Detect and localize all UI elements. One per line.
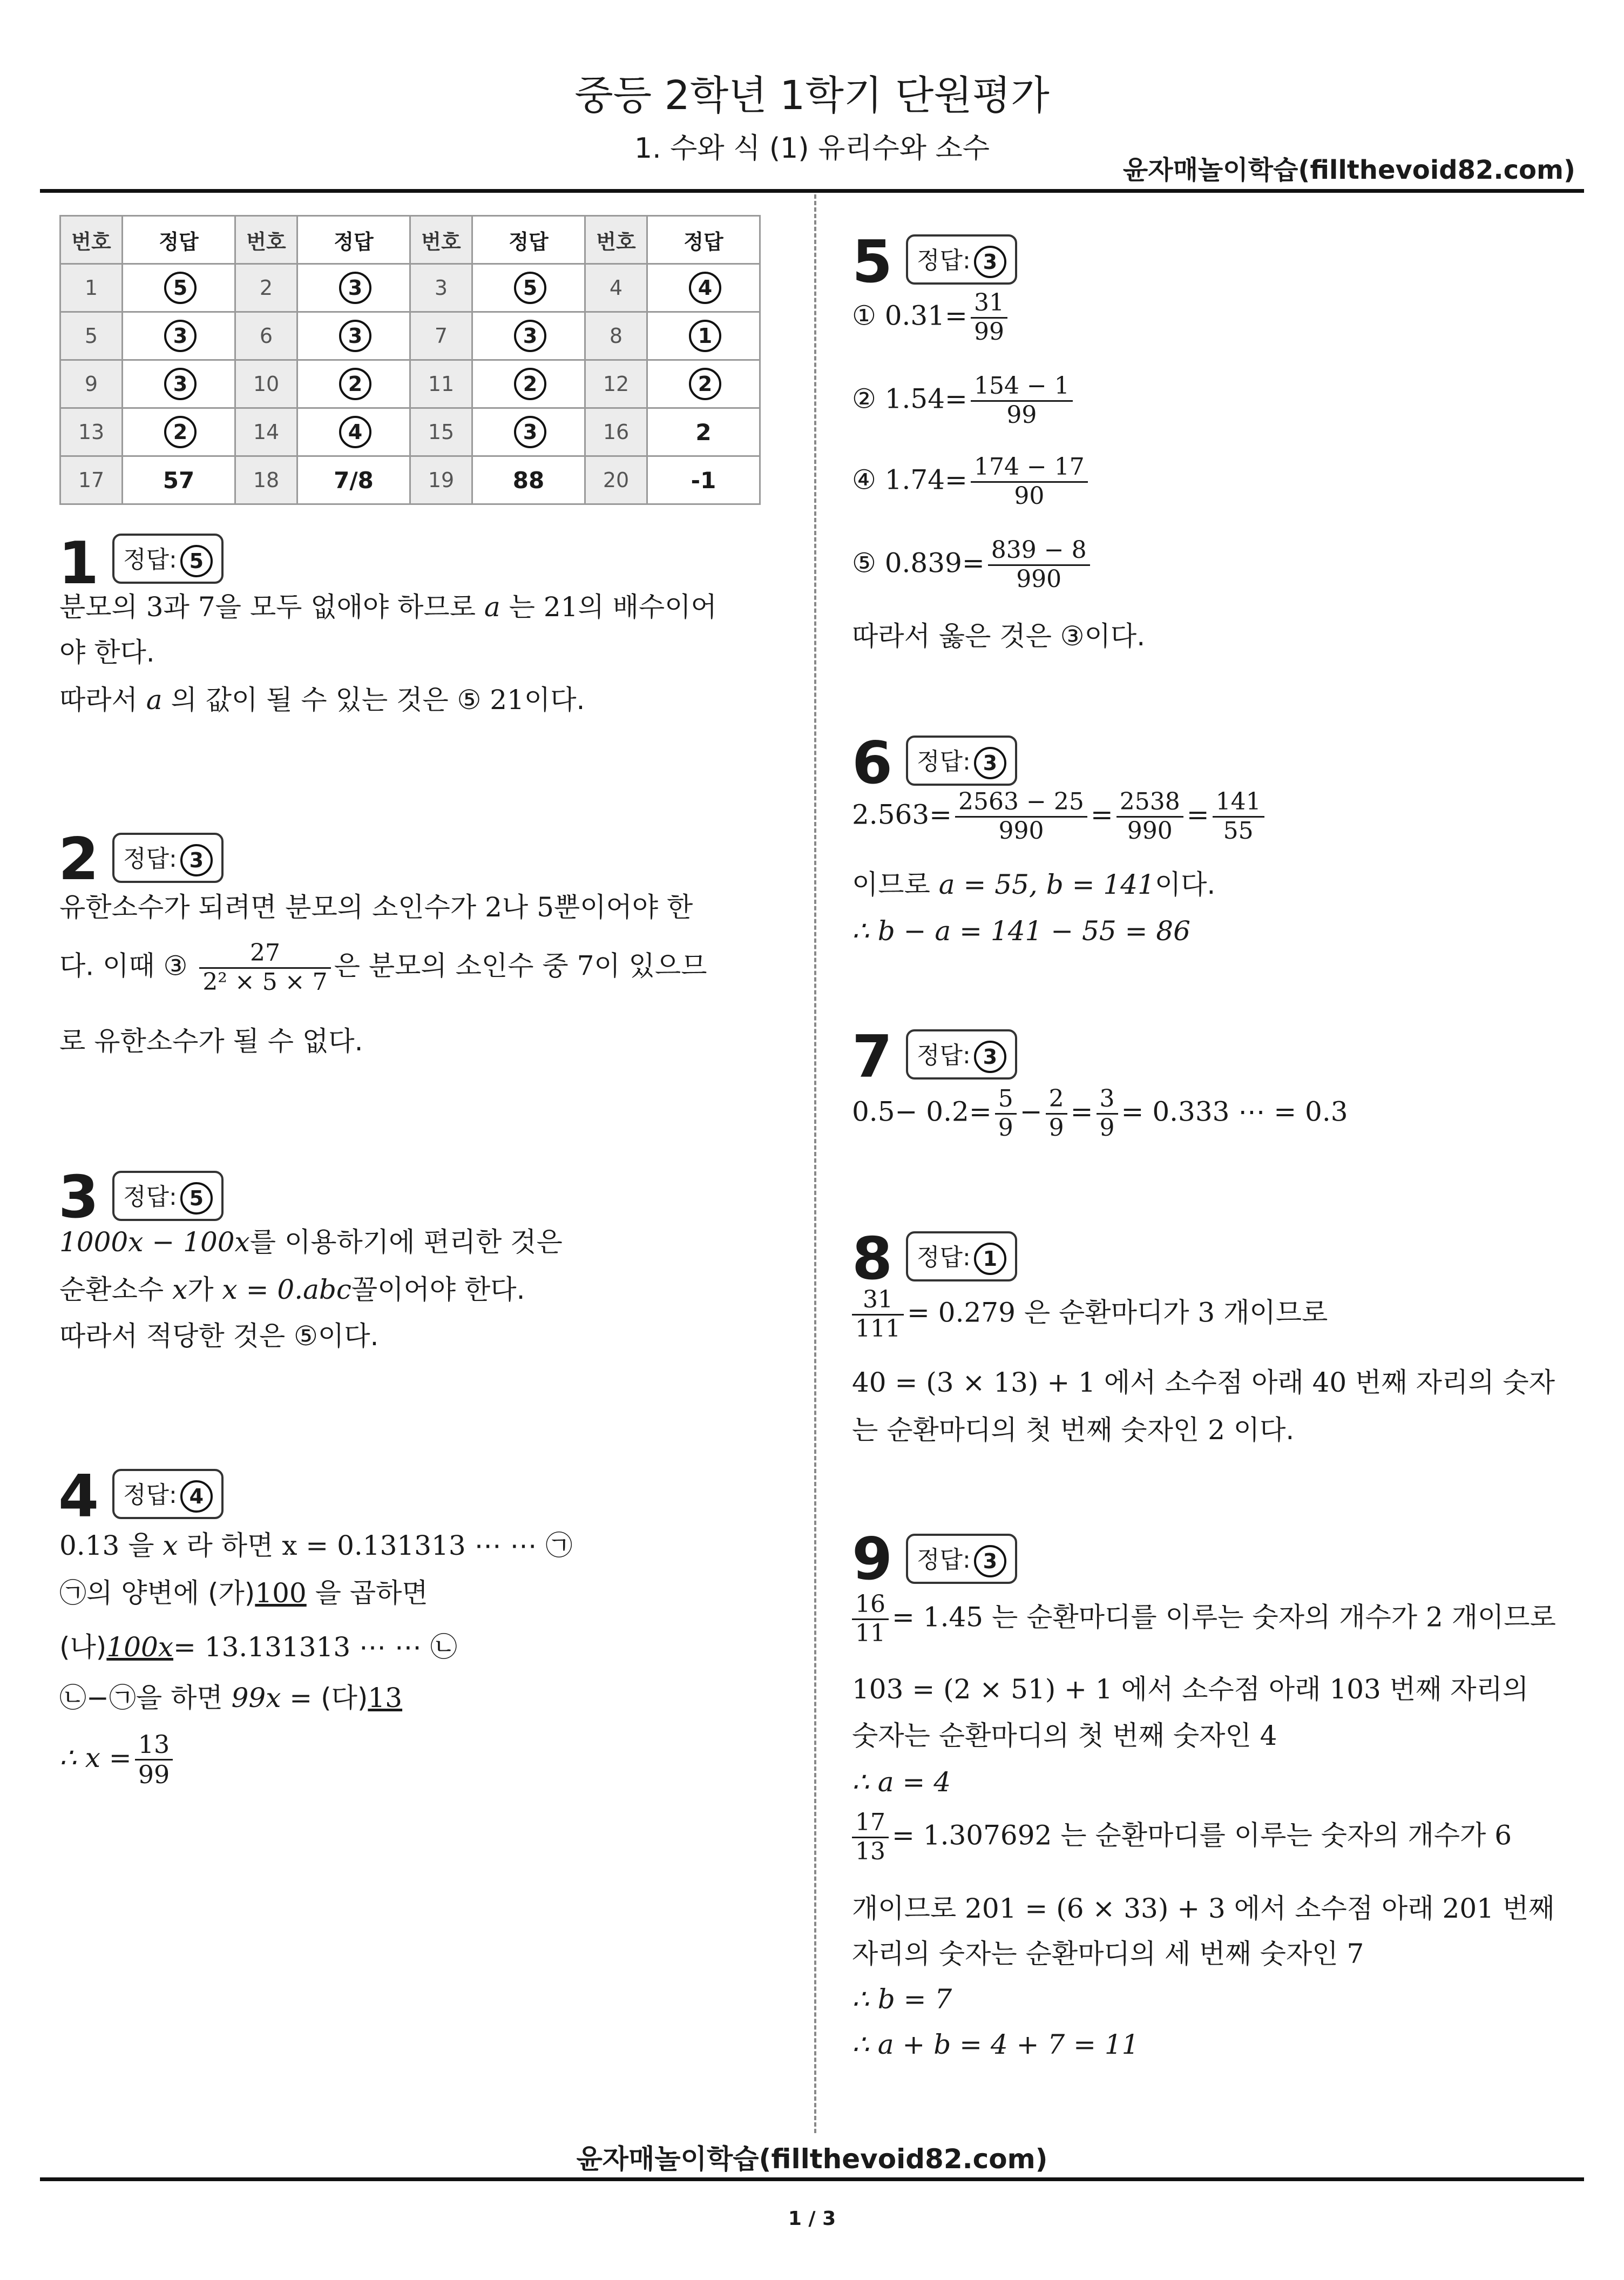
solution-line <box>852 788 1268 845</box>
denominator: 99 <box>973 318 1004 346</box>
math: ② 1.54= <box>852 383 967 415</box>
numerator: 5 <box>995 1085 1017 1115</box>
numerator: 16 <box>852 1591 889 1620</box>
math: 0.13 <box>59 1530 120 1561</box>
circled-answer: 5 <box>180 1182 213 1215</box>
solution-line: 야 한다. <box>59 637 155 668</box>
circled-answer: 3 <box>974 246 1006 278</box>
solution-line: 따라서 옳은 것은 ③이다. <box>852 620 1146 652</box>
cell-answer <box>123 312 235 360</box>
cell-num: 3 <box>410 264 472 312</box>
answer-badge-3 <box>112 1171 224 1221</box>
fraction <box>1213 788 1264 845</box>
text-span: 는 순환마디를 이루는 숫자의 개수가 <box>1052 1819 1495 1851</box>
fraction <box>1116 788 1183 845</box>
cell-num: 19 <box>410 456 472 504</box>
circled-answer: 5 <box>180 545 213 577</box>
footer-divider <box>40 2177 1584 2181</box>
answer-badge-6 <box>906 736 1017 786</box>
text-span: 번째 자리의 숫자 <box>1346 1367 1555 1398</box>
text-span: 은 분모의 소인수 중 <box>334 950 577 982</box>
header-cell-ans: 정답 <box>123 216 235 264</box>
denominator: 2² × 5 × 7 <box>202 968 328 996</box>
math: 7 <box>198 591 215 623</box>
header-brand: 윤자매놀이학습(fillthevoid82.com) <box>1122 155 1575 185</box>
answer-badge-4 <box>112 1469 224 1519</box>
answer-label: 정답: <box>917 1244 971 1271</box>
table-row <box>60 408 760 456</box>
question-number-1: 1 <box>58 530 99 597</box>
answer-badge-8 <box>906 1231 1017 1281</box>
answer-label: 정답: <box>123 1481 177 1509</box>
header-cell-num: 번호 <box>60 216 123 264</box>
solution-line <box>852 868 1215 901</box>
answer-badge-1 <box>112 534 224 584</box>
math: ④ 1.74= <box>852 464 967 496</box>
text-span: 번째 <box>1493 1893 1555 1924</box>
math: 40 <box>1312 1367 1347 1398</box>
solution-line <box>59 1730 176 1789</box>
fraction <box>955 788 1087 845</box>
answer-badge-9 <box>906 1534 1017 1584</box>
numerator: 17 <box>852 1809 889 1838</box>
math: 7 <box>577 950 594 982</box>
text-span: 이 있으므 <box>594 950 707 982</box>
cell-answer: -1 <box>647 456 760 504</box>
circled-answer: 4 <box>339 416 371 448</box>
fraction <box>852 1809 889 1865</box>
text-span: ㉠의 양변에 (가) <box>59 1577 255 1609</box>
cell-num: 7 <box>410 312 472 360</box>
numerator: 3 <box>1097 1085 1118 1115</box>
math: = 1.307692 <box>892 1819 1052 1851</box>
answer-label: 정답: <box>123 1183 177 1211</box>
text-span: 뿐이어야 한 <box>553 892 693 923</box>
question-number-7: 7 <box>852 1023 893 1091</box>
math: 99x = <box>231 1682 313 1714</box>
circled-answer: 3 <box>180 844 213 876</box>
circled-answer: 2 <box>339 368 371 400</box>
cell-num: 8 <box>585 312 647 360</box>
question-number-3: 3 <box>58 1164 99 1231</box>
solution-line <box>852 1085 1348 1142</box>
cell-answer <box>472 312 585 360</box>
fraction <box>971 454 1088 510</box>
text-span: (나) <box>59 1631 107 1663</box>
solution-line <box>59 1631 457 1663</box>
solution-line: ∴ b − a = 141 − 55 = 86 <box>852 915 1190 947</box>
circled-answer: 3 <box>164 320 197 352</box>
math: ⑤ 0.839= <box>852 547 985 579</box>
circled-answer: 1 <box>974 1243 1006 1275</box>
cell-answer: 7/8 <box>297 456 410 504</box>
numerator: 27 <box>199 940 330 969</box>
question-number-2: 2 <box>58 826 99 893</box>
denominator: 11 <box>855 1619 885 1647</box>
circled-answer: 3 <box>514 416 546 448</box>
numerator: 31 <box>852 1286 904 1316</box>
solution-line <box>59 1226 563 1258</box>
answer-label: 정답: <box>917 247 971 274</box>
circled-answer: 2 <box>514 368 546 400</box>
math: = 13.131313 ⋯ ⋯ ㉡ <box>173 1631 457 1663</box>
text-span: ㉡−㉠을 하면 <box>59 1682 232 1714</box>
solution-line <box>59 940 707 996</box>
text-span: 이다. <box>1224 1414 1295 1446</box>
solution-line <box>852 537 1093 593</box>
answer-label: 정답: <box>917 748 971 775</box>
text-span: 의 배수이어 <box>578 591 717 623</box>
denominator: 99 <box>138 1759 170 1789</box>
fraction <box>988 537 1090 593</box>
text-span: 꼴이어야 한다. <box>351 1274 525 1305</box>
text-span: 개이므로 <box>1443 1601 1556 1633</box>
cell-num: 13 <box>60 408 123 456</box>
denominator: 9 <box>1099 1114 1115 1142</box>
solution-line <box>852 1809 1512 1865</box>
cell-answer <box>297 312 410 360</box>
text-span: 분모의 <box>59 591 146 623</box>
circled-answer: 3 <box>514 320 546 352</box>
denominator: 990 <box>1127 817 1173 845</box>
cell-answer <box>647 264 760 312</box>
solution-line <box>59 891 693 923</box>
solution-line <box>852 1366 1555 1399</box>
header-cell-ans: 정답 <box>297 216 410 264</box>
text-span: 을 <box>119 1530 163 1561</box>
circled-answer: 1 <box>689 320 721 352</box>
question-number-4: 4 <box>58 1463 99 1530</box>
solution-line <box>852 373 1076 429</box>
text-span: 에서 소수점 아래 <box>1095 1367 1312 1398</box>
solution-line: 로 유한소수가 될 수 없다. <box>59 1026 363 1057</box>
solution-line: ∴ b = 7 <box>852 1984 952 2015</box>
cell-answer <box>297 360 410 408</box>
answer-badge-5 <box>906 234 1017 285</box>
math: 2 <box>1208 1414 1225 1446</box>
cell-num: 18 <box>235 456 297 504</box>
math: 21 <box>490 684 524 716</box>
text-span: 라 하면 <box>178 1530 282 1561</box>
solution-line <box>852 1591 1556 1647</box>
header-cell-num: 번호 <box>410 216 472 264</box>
text-span: 은 순환마디가 <box>1015 1297 1198 1328</box>
cell-num: 11 <box>410 360 472 408</box>
text-span: 유한소수가 되려면 분모의 소인수가 <box>59 892 485 923</box>
circled-answer: 2 <box>164 416 197 448</box>
solution-line <box>59 1577 428 1609</box>
fraction <box>1097 1085 1118 1142</box>
text-span: 이다. <box>1154 869 1216 900</box>
cell-num: 20 <box>585 456 647 504</box>
math: 3 <box>1197 1297 1215 1328</box>
numerator: 13 <box>135 1730 173 1760</box>
fraction <box>995 1085 1017 1142</box>
fraction <box>1046 1085 1067 1142</box>
answer-badge-7 <box>906 1029 1017 1080</box>
circled-answer: 3 <box>974 1041 1006 1073</box>
numerator: 174 − 17 <box>971 454 1088 483</box>
math: ① 0.31= <box>852 300 967 332</box>
text-span: 는 순환마디를 이루는 숫자의 개수가 <box>983 1601 1426 1633</box>
solution-line <box>59 1273 525 1306</box>
cell-answer <box>123 264 235 312</box>
numerator: 2538 <box>1116 788 1183 818</box>
solution-line <box>852 1673 1528 1705</box>
math: 2 <box>485 892 502 923</box>
math: x = 0.abc <box>222 1274 351 1305</box>
cell-answer <box>647 312 760 360</box>
text-span: 나 <box>502 892 537 923</box>
header-cell-num: 번호 <box>235 216 297 264</box>
solution-line <box>59 591 717 623</box>
circled-answer: 3 <box>974 1545 1006 1577</box>
header-cell-num: 번호 <box>585 216 647 264</box>
denominator: 990 <box>998 817 1044 845</box>
math: 21 <box>543 591 578 623</box>
cell-answer <box>647 360 760 408</box>
math: 100x <box>106 1631 173 1663</box>
text-span: 를 이용하기에 편리한 것은 <box>249 1226 563 1258</box>
denominator: 13 <box>855 1837 885 1865</box>
cell-num: 14 <box>235 408 297 456</box>
numerator: 141 <box>1213 788 1264 818</box>
math: 201 = (6 × 33) + 3 <box>965 1893 1226 1924</box>
math: 6 <box>1494 1819 1512 1851</box>
cell-num: 17 <box>60 456 123 504</box>
math: 13 <box>368 1682 403 1714</box>
cell-answer <box>123 408 235 456</box>
cell-num: 6 <box>235 312 297 360</box>
cell-num: 10 <box>235 360 297 408</box>
solution-line <box>852 1414 1294 1446</box>
solution-line <box>852 1938 1364 1970</box>
circled-answer: 2 <box>689 368 721 400</box>
answer-label: 정답: <box>123 546 177 574</box>
answer-label: 정답: <box>123 845 177 873</box>
table-header-row <box>60 216 760 264</box>
math: = 1.45 <box>892 1601 984 1633</box>
question-number-8: 8 <box>852 1225 893 1293</box>
cell-answer <box>297 264 410 312</box>
math: 100 <box>255 1577 307 1609</box>
text-span: 가 <box>187 1274 222 1305</box>
text-span: 는 순환마디의 첫 번째 숫자인 <box>852 1414 1208 1446</box>
equals: = <box>1070 1096 1093 1128</box>
circled-answer: 4 <box>689 272 721 304</box>
denominator: 90 <box>1014 482 1045 510</box>
cell-num: 2 <box>235 264 297 312</box>
solution-line <box>852 1286 1328 1343</box>
cell-num: 16 <box>585 408 647 456</box>
page-subtitle: 1. 수와 식 (1) 유리수와 소수 <box>634 132 990 165</box>
math: a <box>484 591 500 623</box>
circled-answer: 5 <box>164 272 197 304</box>
answer-label: 정답: <box>917 1042 971 1069</box>
math: 5 <box>537 892 554 923</box>
math: 3 <box>146 591 164 623</box>
circled-answer: 4 <box>180 1480 213 1513</box>
math: 4 <box>1260 1720 1277 1751</box>
cell-num: 9 <box>60 360 123 408</box>
cell-answer <box>297 408 410 456</box>
solution-line <box>59 684 585 716</box>
table-row <box>60 312 760 360</box>
solution-line <box>59 1529 572 1562</box>
denominator: 111 <box>855 1314 901 1343</box>
solution-line <box>852 454 1091 510</box>
equals: = <box>1090 799 1113 831</box>
text-span: 자리의 숫자는 순환마디의 세 번째 숫자인 <box>852 1938 1347 1969</box>
cell-answer <box>472 408 585 456</box>
cell-answer <box>472 360 585 408</box>
text-span: 는 <box>500 591 544 623</box>
numerator: 839 − 8 <box>988 537 1090 566</box>
numerator: 2563 − 25 <box>955 788 1087 818</box>
answer-table <box>59 215 761 505</box>
math: a <box>146 684 163 716</box>
cell-answer <box>123 360 235 408</box>
page-number: 1 / 3 <box>788 2208 836 2230</box>
minus: − <box>1019 1096 1043 1128</box>
cell-answer: 57 <box>123 456 235 504</box>
text-span: 을 모두 없애야 하므로 <box>215 591 484 623</box>
text-span: 과 <box>163 591 198 623</box>
text-span: 에서 소수점 아래 <box>1225 1893 1443 1924</box>
math: 7 <box>1346 1938 1364 1969</box>
math: a = 55, b = 141 <box>938 869 1155 900</box>
question-number-9: 9 <box>852 1526 893 1593</box>
math: 2.563= <box>852 799 952 831</box>
cell-num: 5 <box>60 312 123 360</box>
fraction <box>852 1591 889 1647</box>
math: 1000x − 100x <box>59 1226 250 1258</box>
math: 103 = (2 × 51) + 1 <box>852 1674 1113 1705</box>
text-span: 다. 이때 ③ <box>59 950 197 982</box>
circled-answer: 3 <box>339 320 371 352</box>
solution-line <box>59 1682 402 1714</box>
footer-brand: 윤자매놀이학습(fillthevoid82.com) <box>576 2143 1048 2175</box>
text-span: 숫자는 순환마디의 첫 번째 숫자인 <box>852 1720 1260 1751</box>
solution-line <box>852 1892 1554 1925</box>
fraction <box>135 1730 173 1789</box>
fraction <box>852 1286 904 1343</box>
column-divider <box>814 194 816 2133</box>
math: 103 <box>1329 1674 1381 1705</box>
question-number-6: 6 <box>852 730 893 797</box>
circled-answer: 5 <box>514 272 546 304</box>
math: x <box>172 1274 188 1305</box>
text-span: 을 곱하면 <box>306 1577 428 1609</box>
numerator: 31 <box>971 289 1007 319</box>
question-number-5: 5 <box>852 228 893 296</box>
solution-line: ∴ a = 4 <box>852 1766 951 1798</box>
table-row <box>60 264 760 312</box>
solution-line: ∴ a + b = 4 + 7 = 11 <box>852 2029 1139 2060</box>
text-span: 번째 자리의 <box>1381 1674 1529 1705</box>
math: ∴ x = <box>59 1742 132 1773</box>
text-span: 개이므로 <box>1215 1297 1328 1328</box>
equals: = <box>1186 799 1209 831</box>
numerator: 154 − 1 <box>971 373 1073 402</box>
math: 0.5− 0.2= <box>852 1096 992 1128</box>
text-span: 이다. <box>524 684 585 716</box>
math: x = 0.131313 ⋯ ⋯ ㉠ <box>282 1530 573 1561</box>
circled-answer: 3 <box>164 368 197 400</box>
math: 2 <box>1426 1601 1443 1633</box>
math: 201 <box>1442 1893 1494 1924</box>
cell-answer: 2 <box>647 408 760 456</box>
text-span: (다) <box>312 1682 368 1714</box>
cell-num: 12 <box>585 360 647 408</box>
solution-line: 따라서 적당한 것은 ⑤이다. <box>59 1320 379 1352</box>
cell-num: 4 <box>585 264 647 312</box>
answer-badge-2 <box>112 833 224 883</box>
answer-label: 정답: <box>917 1546 971 1574</box>
math: = 0.279 <box>906 1297 1016 1328</box>
table-row <box>60 360 760 408</box>
text-span: 이므로 <box>852 869 939 900</box>
circled-answer: 3 <box>339 272 371 304</box>
fraction <box>971 373 1073 429</box>
math: = 0.333 ⋯ = 0.3 <box>1121 1096 1348 1128</box>
denominator: 990 <box>1016 565 1062 593</box>
cell-num: 15 <box>410 408 472 456</box>
denominator: 99 <box>1006 401 1037 429</box>
header-cell-ans: 정답 <box>472 216 585 264</box>
text-span: 순환소수 <box>59 1274 173 1305</box>
cell-num: 1 <box>60 264 123 312</box>
denominator: 55 <box>1223 817 1254 845</box>
denominator: 9 <box>1048 1114 1064 1142</box>
cell-answer: 88 <box>472 456 585 504</box>
text-span: 따라서 <box>59 684 146 716</box>
table-row <box>60 456 760 504</box>
text-span: 에서 소수점 아래 <box>1112 1674 1330 1705</box>
fraction <box>199 940 330 996</box>
math: 40 = (3 × 13) + 1 <box>852 1367 1095 1398</box>
denominator: 9 <box>998 1114 1013 1142</box>
text-span: 의 값이 될 수 있는 것은 ⑤ <box>162 684 490 716</box>
solution-line <box>852 289 1011 346</box>
text-span: 개이므로 <box>852 1893 965 1924</box>
fraction <box>971 289 1007 346</box>
page-title: 중등 2학년 1학기 단원평가 <box>574 72 1050 119</box>
circled-answer: 3 <box>974 747 1006 779</box>
header-cell-ans: 정답 <box>647 216 760 264</box>
math: x <box>163 1530 178 1561</box>
cell-answer <box>472 264 585 312</box>
header-divider <box>40 189 1584 193</box>
solution-line <box>852 1719 1277 1752</box>
numerator: 2 <box>1046 1085 1067 1115</box>
